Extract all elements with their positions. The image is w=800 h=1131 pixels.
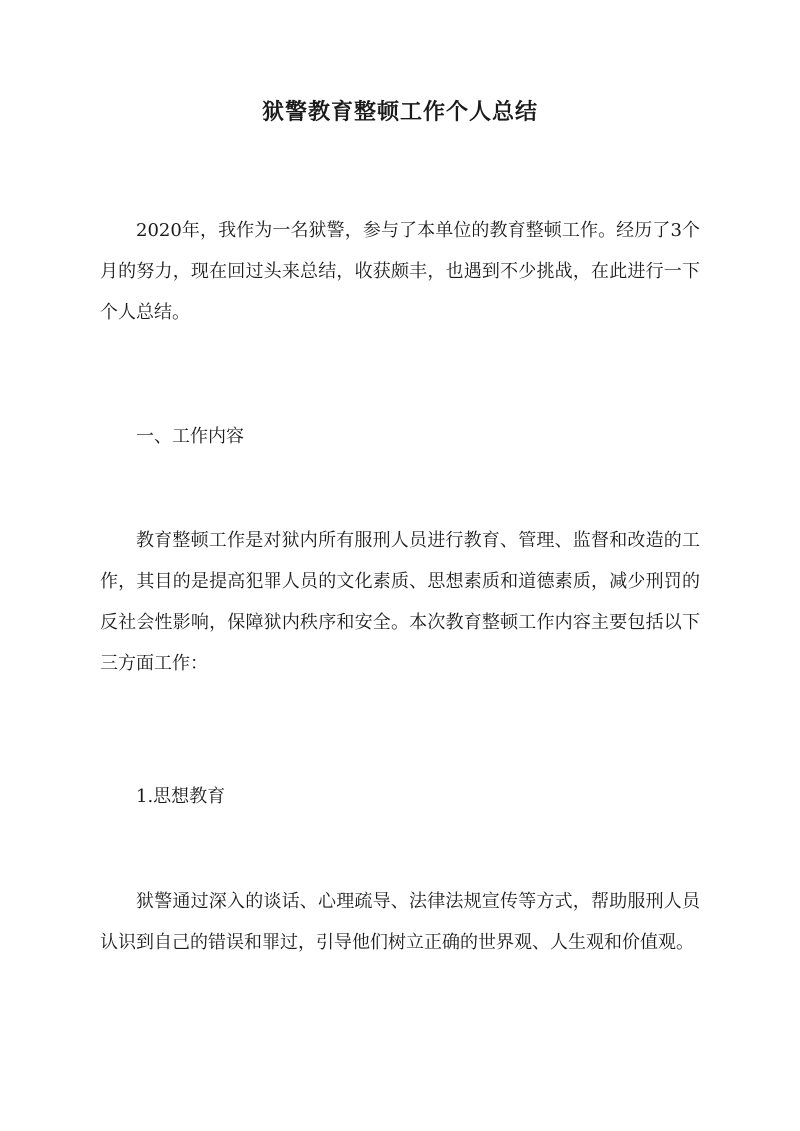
subsection-heading-ideological-education: 1.思想教育 (136, 786, 226, 807)
ideological-education-paragraph: 狱警通过深入的谈话、心理疏导、法律法规宣传等方式，帮助服刑人员认识到自己的错误和罪过，引导他们树立正确的世界观、人生观和价值观。 (100, 891, 700, 953)
intro-paragraph: 2020年，我作为一名狱警，参与了本单位的教育整顿工作。经历了3个月的努力，现在回过头来总结，收获颇丰，也遇到不少挑战，在此进行一下个人总结。 (100, 220, 700, 323)
section-heading-work-content: 一、工作内容 (136, 426, 244, 447)
work-content-paragraph: 教育整顿工作是对狱内所有服刑人员进行教育、管理、监督和改造的工作，其目的是提高犯罪人员的文化素质、思想素质和道德素质，减少刑罚的反社会性影响，保障狱内秩序和安全。本次教育整顿工作内容主要包括以下三方面工作： (100, 530, 700, 674)
document-title: 狱警教育整顿工作个人总结 (261, 99, 538, 125)
